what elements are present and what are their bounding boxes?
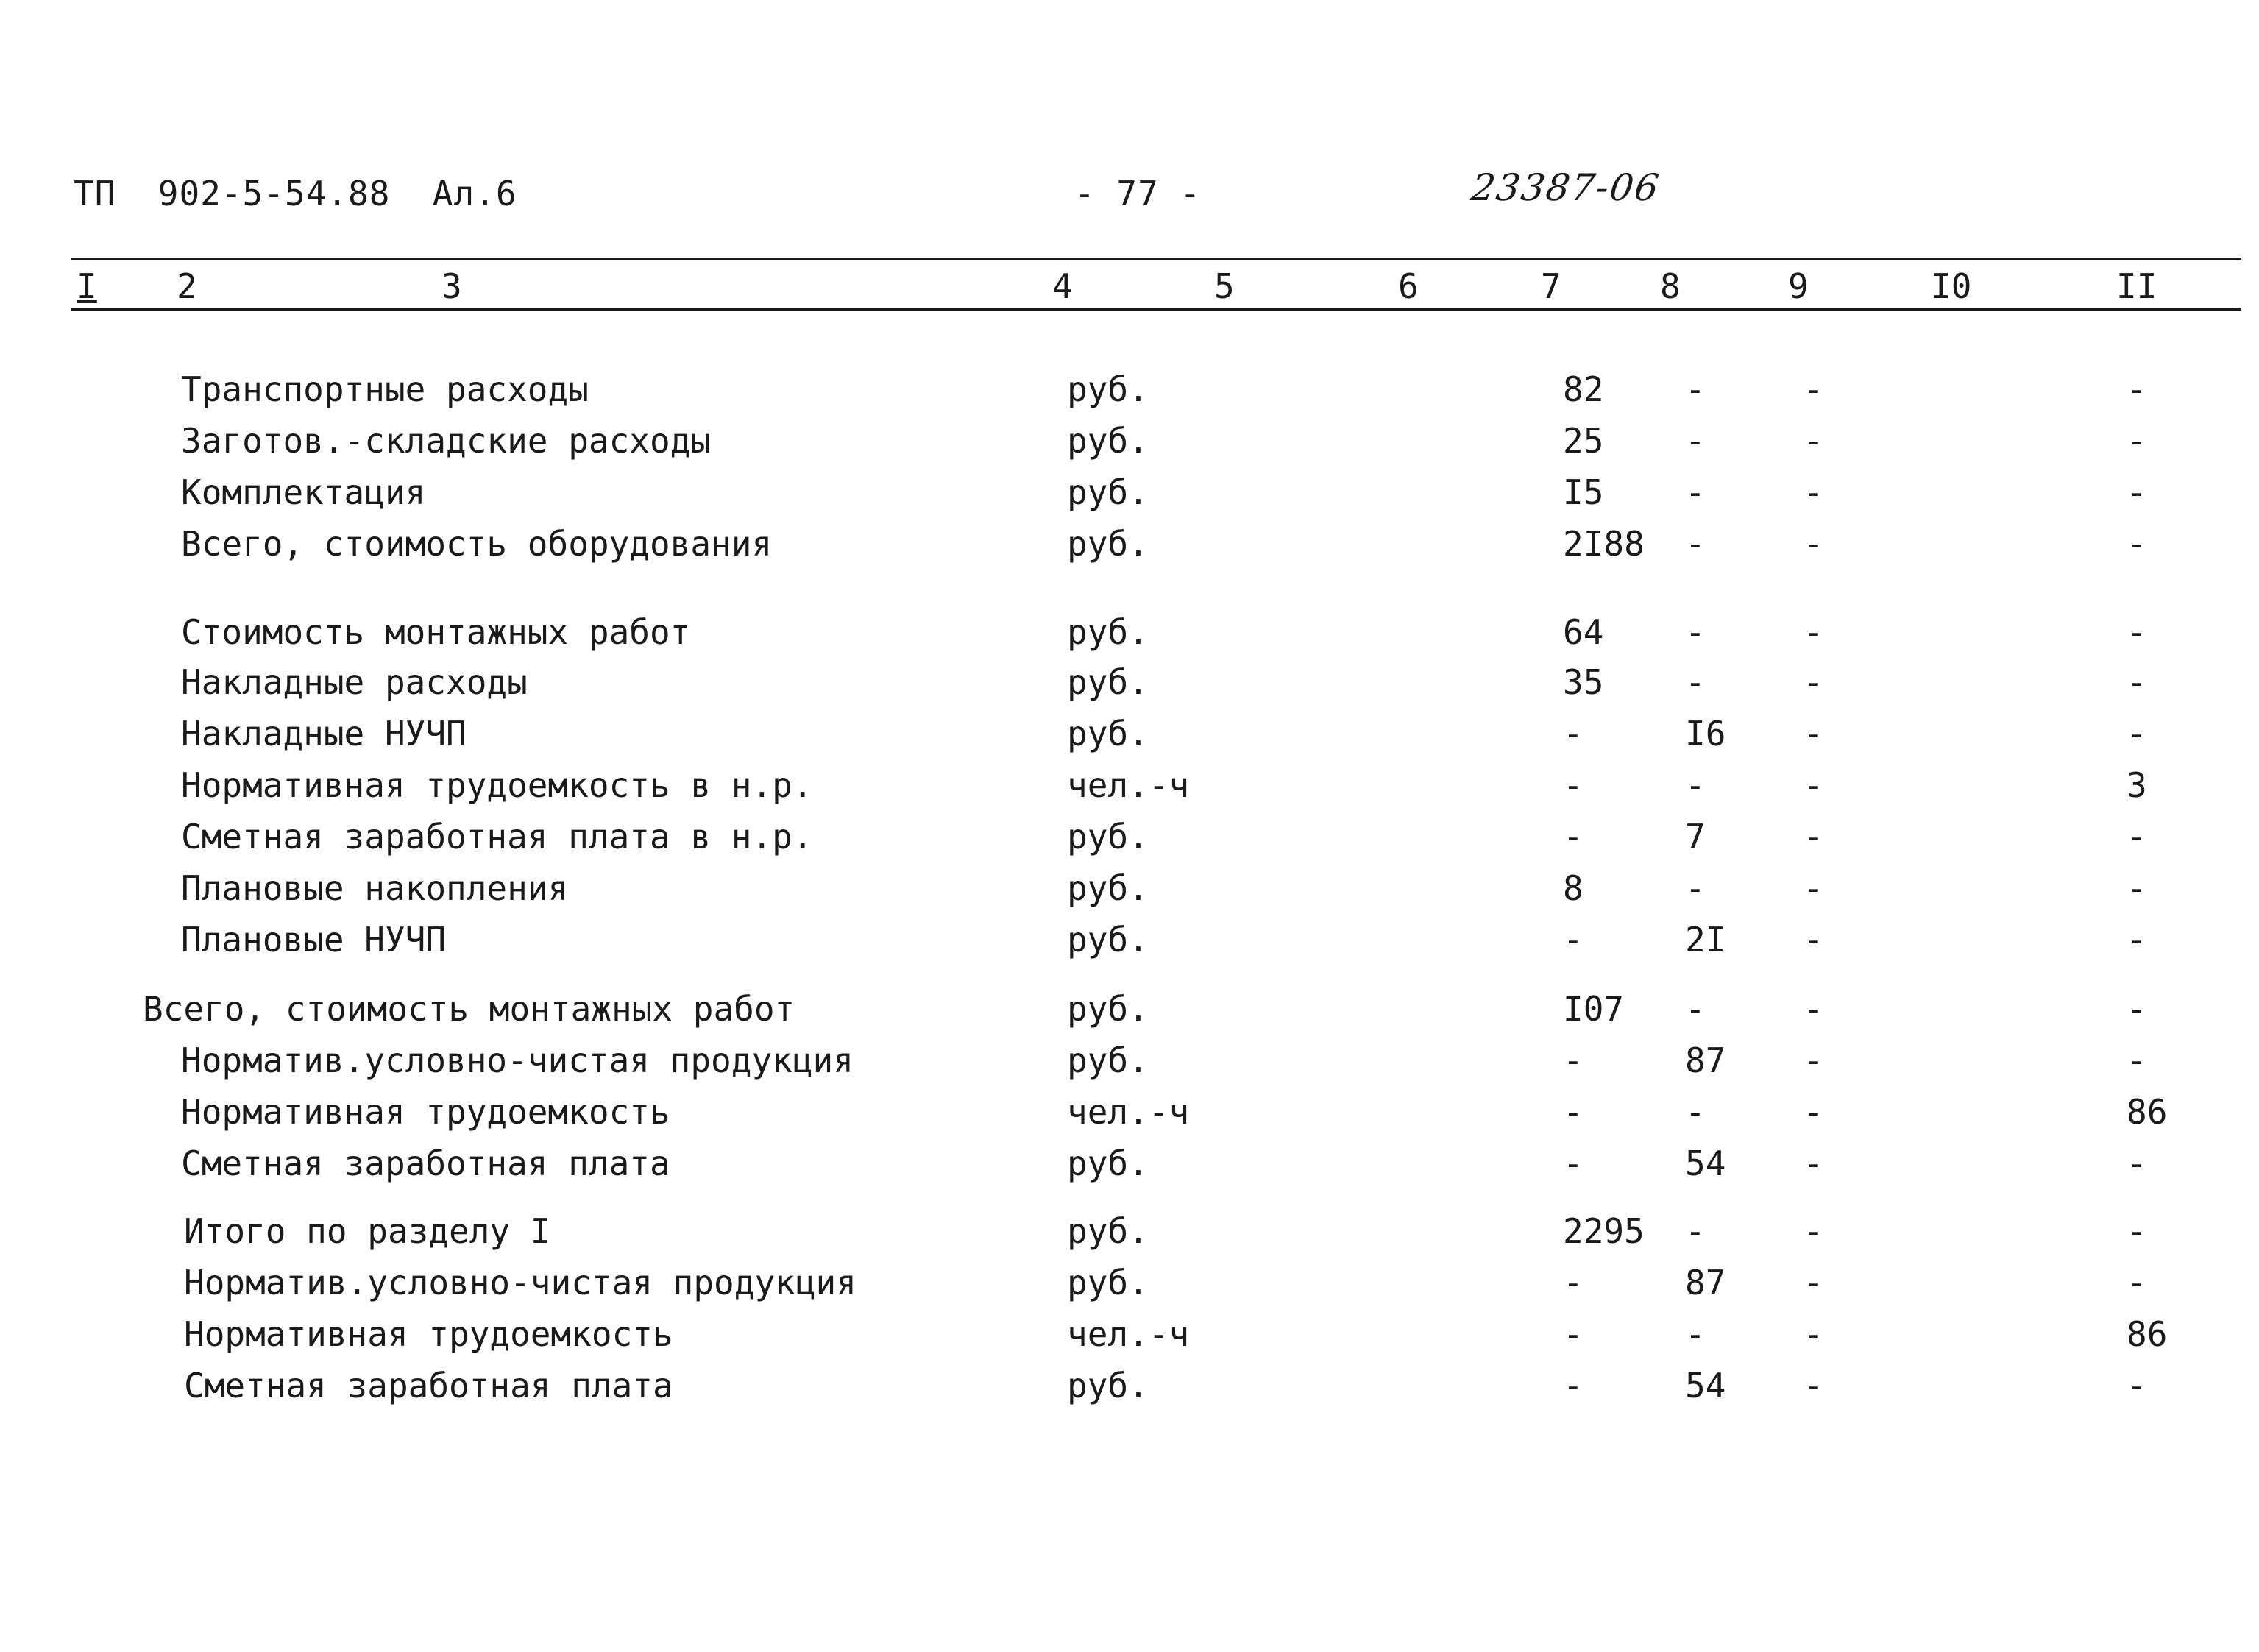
column-header: 6 [1398,266,1419,306]
column-header: I0 [1931,266,1972,306]
cell-col8: - [1685,472,1706,512]
cell-col7: 82 [1563,369,1604,409]
cell-col8: - [1685,612,1706,652]
cell-col7: - [1563,765,1584,805]
cell-col11: - [2127,989,2147,1029]
table-row [0,472,2259,524]
column-header: 4 [1052,266,1073,306]
row-unit: руб. [1067,472,1149,512]
row-name: Стоимость монтажных работ [181,612,691,652]
table-row [0,662,2259,714]
cell-col8: - [1685,765,1706,805]
cell-col11: - [2127,1263,2147,1302]
row-unit: руб. [1067,989,1149,1029]
table-row [0,1366,2259,1417]
row-name: Сметная заработная плата в н.р. [181,817,813,857]
cell-col7: - [1563,1366,1584,1405]
table-row [0,612,2259,664]
cell-col11: - [2127,421,2147,461]
cell-col11: - [2127,714,2147,754]
row-unit: руб. [1067,1211,1149,1251]
cell-col7: - [1563,714,1584,754]
cell-col11: - [2127,1211,2147,1251]
table-row [0,1092,2259,1144]
row-unit: руб. [1067,920,1149,960]
table-row [0,920,2259,971]
column-header: 8 [1660,266,1681,306]
cell-col8: 2I [1685,920,1726,960]
cell-col9: - [1803,1314,1823,1354]
page-number: - 77 - [1074,174,1202,213]
row-unit: руб. [1067,714,1149,754]
cell-col11: - [2127,472,2147,512]
cell-col11: - [2127,662,2147,702]
row-name: Комплектация [181,472,426,512]
cell-col9: - [1803,1366,1823,1405]
row-name: Норматив.условно-чистая продукция [184,1263,857,1302]
column-header: 9 [1788,266,1809,306]
table-top-rule [71,258,2241,260]
row-name: Заготов.-складские расходы [181,421,712,461]
cell-col9: - [1803,868,1823,908]
cell-col7: - [1563,1092,1584,1132]
row-name: Норматив.условно-чистая продукция [181,1041,854,1080]
table-row [0,524,2259,575]
row-name: Нормативная трудоемкость в н.р. [181,765,813,805]
cell-col11: - [2127,1366,2147,1405]
cell-col8: 54 [1685,1144,1726,1183]
row-unit: чел.-ч [1067,1314,1190,1354]
cell-col7: - [1563,1314,1584,1354]
handwritten-number: 23387-06 [1468,166,1663,209]
cell-col11: - [2127,612,2147,652]
cell-col8: - [1685,989,1706,1029]
row-unit: чел.-ч [1067,1092,1190,1132]
row-name: Плановые НУЧП [181,920,447,960]
row-unit: руб. [1067,1041,1149,1080]
column-header: II [2116,266,2157,306]
cell-col7: - [1563,817,1584,857]
cell-col9: - [1803,662,1823,702]
row-name: Плановые накопления [181,868,569,908]
cell-col11: - [2127,524,2147,564]
cell-col9: - [1803,421,1823,461]
column-header: 5 [1214,266,1235,306]
cell-col11: 3 [2127,765,2147,805]
row-name: Накладные НУЧП [181,714,467,754]
table-header-rule [71,308,2241,311]
cell-col11: 86 [2127,1092,2168,1132]
column-header: 3 [441,266,462,306]
table-row [0,1211,2259,1263]
cell-col7: 2295 [1563,1211,1645,1251]
cell-col11: - [2127,369,2147,409]
cell-col8: - [1685,868,1706,908]
row-name: Итого по разделу I [184,1211,551,1251]
cell-col8: - [1685,1092,1706,1132]
table-row [0,1144,2259,1195]
cell-col9: - [1803,1263,1823,1302]
row-name: Всего, стоимость монтажных работ [143,989,795,1029]
row-name: Сметная заработная плата [184,1366,673,1405]
column-header: 2 [177,266,197,306]
cell-col9: - [1803,472,1823,512]
row-unit: руб. [1067,1144,1149,1183]
cell-col8: I6 [1685,714,1726,754]
cell-col7: - [1563,1144,1584,1183]
cell-col8: - [1685,1211,1706,1251]
document-code: ТП 902-5-54.88 Ал.6 [74,174,517,213]
row-name: Транспортные расходы [181,369,589,409]
cell-col8: - [1685,369,1706,409]
row-name: Всего, стоимость оборудования [181,524,773,564]
cell-col9: - [1803,817,1823,857]
table-row [0,989,2259,1041]
row-name: Нормативная трудоемкость [184,1314,673,1354]
cell-col11: - [2127,868,2147,908]
row-unit: руб. [1067,1366,1149,1405]
cell-col7: I5 [1563,472,1604,512]
cell-col7: - [1563,1041,1584,1080]
cell-col9: - [1803,524,1823,564]
cell-col9: - [1803,1144,1823,1183]
table-row [0,1263,2259,1314]
table-row [0,714,2259,765]
cell-col9: - [1803,1211,1823,1251]
cell-col7: - [1563,1263,1584,1302]
table-row [0,765,2259,817]
cell-col7: 8 [1563,868,1584,908]
table-row [0,817,2259,868]
cell-col11: - [2127,1144,2147,1183]
row-unit: руб. [1067,817,1149,857]
cell-col11: - [2127,920,2147,960]
table-row [0,868,2259,920]
cell-col7: 2I88 [1563,524,1645,564]
cell-col9: - [1803,714,1823,754]
cell-col8: - [1685,421,1706,461]
cell-col7: I07 [1563,989,1625,1029]
column-header: 7 [1541,266,1561,306]
cell-col8: - [1685,1314,1706,1354]
cell-col9: - [1803,765,1823,805]
cell-col7: 35 [1563,662,1604,702]
cell-col11: 86 [2127,1314,2168,1354]
cell-col8: 87 [1685,1263,1726,1302]
cell-col11: - [2127,817,2147,857]
cell-col8: 7 [1685,817,1706,857]
cell-col9: - [1803,920,1823,960]
cell-col9: - [1803,1092,1823,1132]
table-row [0,421,2259,472]
cell-col9: - [1803,989,1823,1029]
row-unit: руб. [1067,1263,1149,1302]
cell-col8: 87 [1685,1041,1726,1080]
column-header: I [77,266,97,306]
cell-col11: - [2127,1041,2147,1080]
table-row [0,369,2259,421]
cell-col9: - [1803,1041,1823,1080]
row-unit: руб. [1067,662,1149,702]
cell-col8: - [1685,524,1706,564]
row-unit: чел.-ч [1067,765,1190,805]
cell-col7: 64 [1563,612,1604,652]
row-unit: руб. [1067,868,1149,908]
cell-col8: 54 [1685,1366,1726,1405]
cell-col9: - [1803,369,1823,409]
row-unit: руб. [1067,524,1149,564]
row-name: Нормативная трудоемкость [181,1092,670,1132]
row-name: Накладные расходы [181,662,528,702]
cell-col7: 25 [1563,421,1604,461]
row-unit: руб. [1067,369,1149,409]
cell-col8: - [1685,662,1706,702]
cell-col7: - [1563,920,1584,960]
table-row [0,1041,2259,1092]
table-row [0,1314,2259,1366]
row-unit: руб. [1067,612,1149,652]
cell-col9: - [1803,612,1823,652]
row-unit: руб. [1067,421,1149,461]
row-name: Сметная заработная плата [181,1144,670,1183]
